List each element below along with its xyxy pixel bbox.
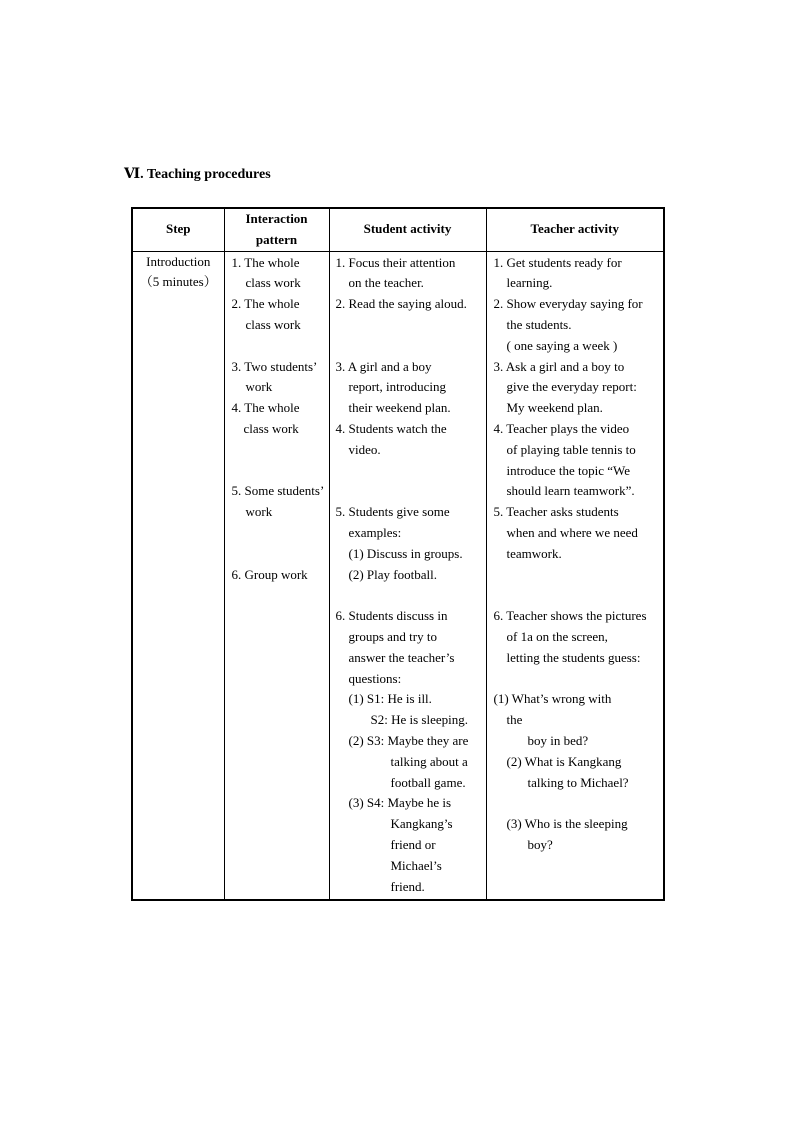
student-activity-line: Michael’s [390, 857, 442, 873]
section-heading: Ⅵ. Teaching procedures [124, 167, 271, 182]
header-interaction-line2: pattern [255, 231, 298, 247]
student-activity-line: groups and try to [348, 628, 437, 644]
interaction-line [232, 461, 325, 482]
header-interaction-pattern [224, 208, 329, 251]
interaction-line: work [245, 504, 273, 520]
student-activity-line: Kangkang’s [390, 816, 453, 832]
teacher-activity-line: (2) What is Kangkang [506, 753, 622, 769]
teacher-activity-line: (3) Who is the sleeping [506, 816, 628, 832]
interaction-line [232, 523, 325, 544]
teacher-activity-line: introduce the topic “We [506, 462, 630, 478]
teacher-activity-line: of 1a on the screen, [506, 628, 608, 644]
interaction-line: 1. The whole [231, 254, 300, 270]
header-interaction-line1: Interaction [245, 211, 308, 226]
student-activity-line: (1) S1: He is ill. [348, 691, 432, 707]
student-activity-line: talking about a [390, 753, 468, 769]
step-label-line2: （5 minutes） [139, 274, 217, 290]
student-activity-line: (1) Discuss in groups. [348, 545, 463, 561]
interaction-line: 2. The whole [231, 296, 300, 312]
student-activity-line [336, 481, 484, 502]
teacher-activity-line: the [506, 712, 523, 728]
student-activity-line: their weekend plan. [348, 400, 451, 416]
interaction-line: 5. Some students’ [231, 483, 325, 499]
student-activity-line: 1. Focus their attention [335, 254, 456, 270]
student-activity-line: (2) S3: Maybe they are [348, 732, 469, 748]
student-activity-line: 5. Students give some [335, 504, 450, 520]
teacher-activity-cell [486, 251, 664, 900]
interaction-line: work [245, 379, 273, 395]
student-activity-line: 6. Students discuss in [335, 608, 448, 624]
teacher-activity-line: (1) What’s wrong with [493, 691, 612, 707]
student-activity-line: report, introducing [348, 379, 446, 395]
teacher-activity-line: letting the students guess: [506, 649, 641, 665]
interaction-line: class work [245, 275, 301, 291]
student-activity-line: (2) Play football. [348, 566, 437, 582]
teacher-activity-line: 5. Teacher asks students [493, 504, 619, 520]
teacher-activity-line: 4. Teacher plays the video [493, 420, 630, 436]
step-cell [132, 251, 224, 900]
teacher-activity-line: 1. Get students ready for [493, 254, 622, 270]
teacher-activity-line [494, 585, 658, 606]
student-activity-line: 3. A girl and a boy [335, 358, 432, 374]
teacher-activity-line: talking to Michael? [527, 774, 629, 790]
teacher-activity-line: boy? [527, 836, 553, 852]
teacher-activity-line [494, 565, 658, 586]
student-activity-line: 2. Read the saying aloud. [335, 296, 467, 312]
teacher-activity-line [494, 669, 658, 690]
student-activity-line: friend. [390, 878, 425, 894]
teacher-activity-line: give the everyday report: [506, 379, 637, 395]
interaction-line: 3. Two students’ [231, 358, 318, 374]
student-activity-line: on the teacher. [348, 275, 424, 291]
student-activity-cell [329, 251, 486, 900]
teacher-activity-line: should learn teamwork”. [506, 483, 635, 499]
student-activity-line: examples: [348, 524, 402, 540]
teacher-activity-line: of playing table tennis to [506, 441, 636, 457]
interaction-line [232, 336, 325, 357]
teaching-procedures-table [131, 207, 665, 901]
teacher-activity-line: the students. [506, 316, 572, 332]
teacher-activity-line: ( one saying a week ) [506, 337, 618, 353]
table-row [132, 251, 664, 900]
header-teacher-activity: Teacher activity [486, 208, 664, 251]
interaction-line [232, 544, 325, 565]
student-activity-line: S2: He is sleeping. [370, 712, 468, 728]
interaction-line: class work [245, 316, 301, 332]
teacher-activity-line: 6. Teacher shows the pictures [493, 608, 647, 624]
teacher-activity-line [494, 793, 658, 814]
header-student-activity: Student activity [329, 208, 486, 251]
teacher-activity-line: teamwork. [506, 545, 562, 561]
teacher-activity-line: 2. Show everyday saying for [493, 296, 643, 312]
teacher-activity-line: 3. Ask a girl and a boy to [493, 358, 625, 374]
student-activity-line: 4. Students watch the [335, 420, 447, 436]
teacher-activity-line: when and where we need [506, 524, 638, 540]
teacher-activity-line: boy in bed? [527, 732, 589, 748]
student-activity-line: football game. [390, 774, 466, 790]
student-activity-line: video. [348, 441, 381, 457]
interaction-line: class work [243, 420, 299, 436]
interaction-pattern-cell [224, 251, 329, 900]
interaction-line [232, 440, 325, 461]
student-activity-line [336, 585, 484, 606]
student-activity-line [336, 461, 484, 482]
table-header-row [132, 208, 664, 251]
student-activity-line: friend or [390, 836, 436, 852]
header-step: Step [132, 208, 224, 251]
teacher-activity-line: learning. [506, 275, 553, 291]
student-activity-line [336, 315, 484, 336]
student-activity-line [336, 336, 484, 357]
student-activity-line: (3) S4: Maybe he is [348, 795, 452, 811]
step-label-line1: Introduction [146, 253, 211, 269]
interaction-line: 4. The whole [231, 400, 300, 416]
student-activity-line: answer the teacher’s [348, 649, 455, 665]
student-activity-line: questions: [348, 670, 402, 686]
interaction-line: 6. Group work [231, 566, 308, 582]
teacher-activity-line: My weekend plan. [506, 400, 603, 416]
